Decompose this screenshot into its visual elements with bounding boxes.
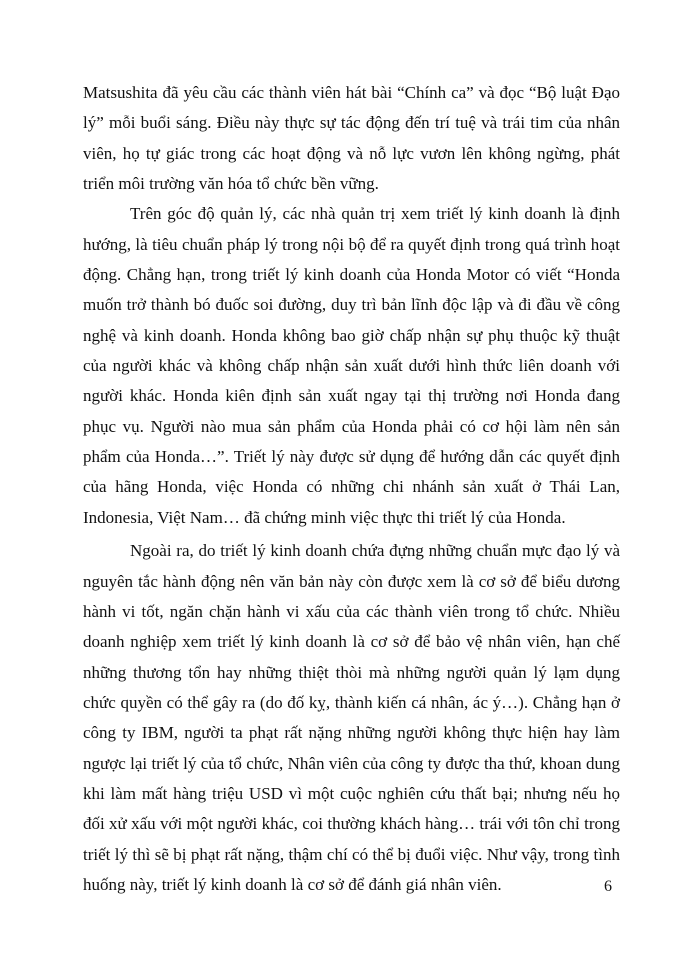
document-page	[83, 78, 620, 900]
page-number: 6	[604, 878, 612, 895]
paragraph-honda: Trên góc độ quản lý, các nhà quản trị xem triết lý kinh doanh là định hướng, là tiêu chuẩn pháp lý trong nội bộ để ra quyết định trong quá trình hoạt động. Chẳng hạn, trong triết lý kinh doanh của Honda Motor có viết “Honda muốn trở thành bó đuốc soi đường, duy trì bản lĩnh độc lập và đi đầu về công nghệ và kinh doanh. Honda không bao giờ chấp nhận sự phụ thuộc kỹ thuật của người khác và không chấp nhận sản xuất dưới hình thức liên doanh với người khác. Honda kiên định sản xuất ngay tại thị trường nơi Honda đang phục vụ. Người nào mua sản phẩm của Honda phải có cơ hội làm nên sản phẩm của Honda…”. Triết lý này được sử dụng để hướng dẫn các quyết định của hãng Honda, việc Honda có những chi nhánh sản xuất ở Thái Lan, Indonesia, Việt Nam… đã chứng minh việc thực thi triết lý của Honda.	[83, 204, 620, 527]
paragraph-ibm: Ngoài ra, do triết lý kinh doanh chứa đựng những chuẩn mực đạo lý và nguyên tắc hành động nên văn bản này còn được xem là cơ sở để biểu dương hành vi tốt, ngăn chặn hành vi xấu của các thành viên trong tổ chức. Nhiều doanh nghiệp xem triết lý kinh doanh là cơ sở để bảo vệ nhân viên, hạn chế những thương tổn hay những thiệt thòi mà những người quản lý lạm dụng chức quyền có thể gây ra (do đố kỵ, thành kiến cá nhân, ác ý…). Chẳng hạn ở công ty IBM, người ta phạt rất nặng những người không thực hiện hay làm ngược lại triết lý của tổ chức, Nhân viên của công ty được tha thứ, khoan dung khi làm mất hàng triệu USD vì một cuộc nghiên cứu thất bại; nhưng nếu họ đối xử xấu với một người khác, coi thường khách hàng… trái với tôn chỉ trong triết lý thì sẽ bị phạt rất nặng, thậm chí có thể bị đuổi việc. Như vậy, trong tình huống này, triết lý kinh doanh là cơ sở để đánh giá nhân viên.	[83, 541, 620, 894]
paragraph-matsushita: Matsushita đã yêu cầu các thành viên hát bài “Chính ca” và đọc “Bộ luật Đạo lý” mỗi buổi sáng. Điều này thực sự tác động đến trí tuệ và trái tim của nhân viên, họ tự giác trong các hoạt động và nỗ lực vươn lên không ngừng, phát triển môi trường văn hóa tổ chức bền vững.	[83, 83, 620, 194]
